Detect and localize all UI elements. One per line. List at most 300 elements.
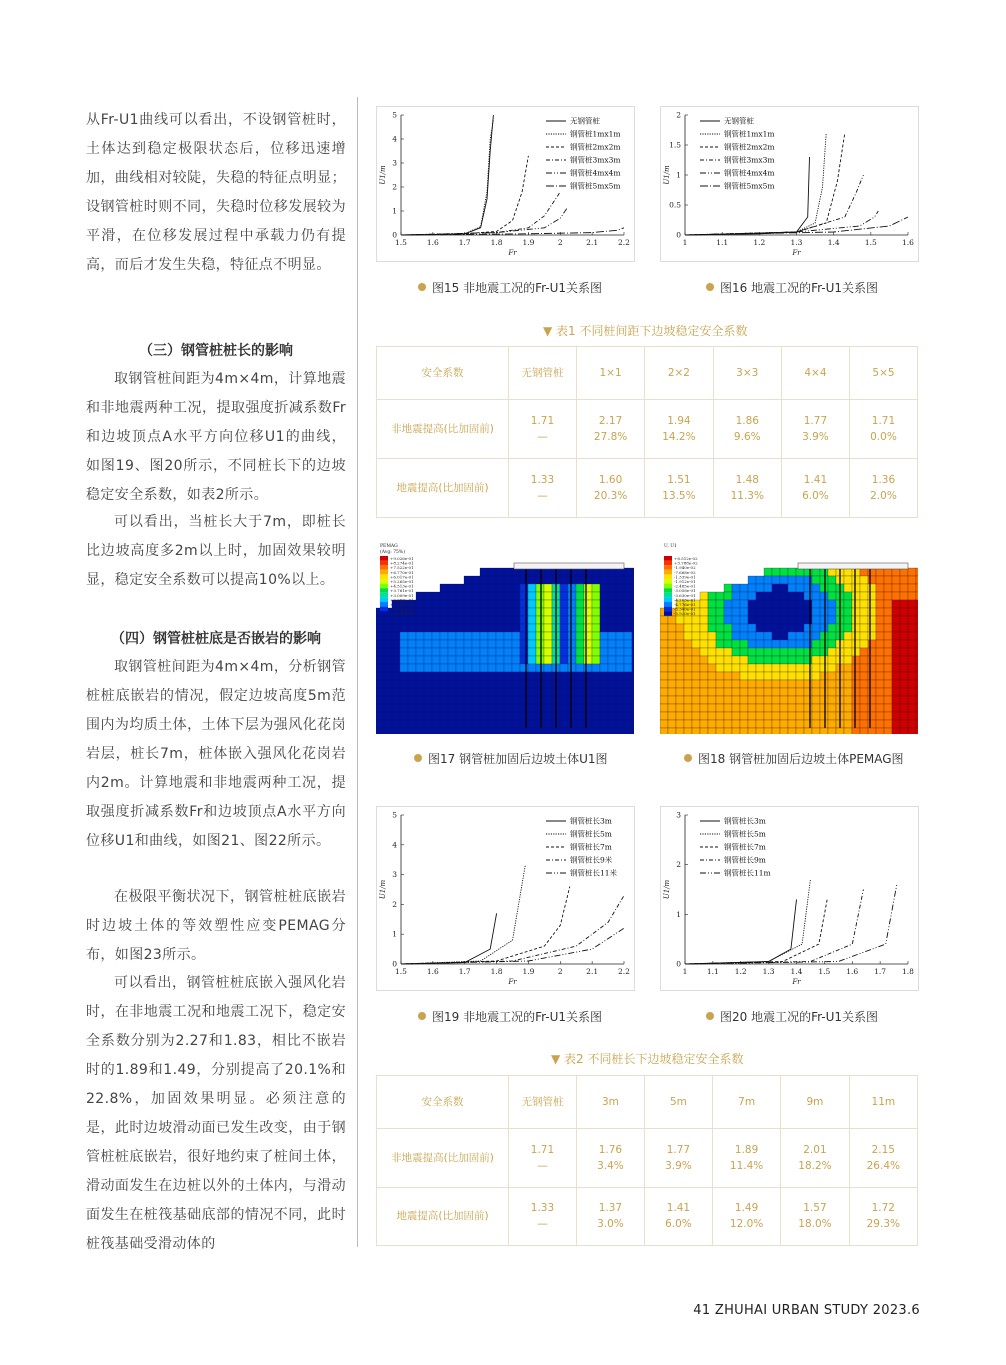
mesh-cell [684, 712, 692, 720]
mesh-cell [632, 696, 634, 704]
mesh-cell [820, 728, 828, 734]
mesh-cell [660, 720, 668, 728]
mesh-cell [708, 680, 716, 688]
mesh-cell [820, 600, 828, 608]
mesh-cell [456, 720, 464, 728]
legend-color [380, 597, 388, 602]
mesh-cell [844, 720, 852, 728]
mesh-cell [740, 624, 748, 632]
mesh-cell [876, 640, 884, 648]
mesh-cell [796, 592, 804, 600]
mesh-cell [700, 656, 708, 664]
mesh-cell [512, 656, 520, 664]
mesh-cell [884, 712, 892, 720]
mesh-cell [568, 688, 576, 696]
legend-color [664, 593, 672, 598]
mesh-cell [804, 640, 812, 648]
mesh-cell [408, 728, 416, 734]
mesh-cell [780, 640, 788, 648]
mesh-cell [608, 576, 616, 584]
x-tick-label: 1.6 [846, 967, 859, 976]
mesh-cell [796, 688, 804, 696]
mesh-cell [684, 632, 692, 640]
mesh-cell [772, 672, 780, 680]
mesh-cell [488, 616, 496, 624]
mesh-cell [740, 720, 748, 728]
mesh-cell [464, 720, 472, 728]
mesh-cell [464, 728, 472, 734]
mesh-cell [740, 672, 748, 680]
mesh-cell [496, 704, 504, 712]
mesh-cell [684, 648, 692, 656]
mesh-cell [544, 592, 552, 600]
mesh-cell [724, 640, 732, 648]
mesh-cell [692, 696, 700, 704]
mesh-cell [488, 600, 496, 608]
mesh-cell [456, 616, 464, 624]
mesh-cell [812, 680, 820, 688]
mesh-cell [440, 720, 448, 728]
mesh-cell [764, 584, 772, 592]
mesh-cell [708, 688, 716, 696]
mesh-cell [812, 728, 820, 734]
mesh-cell [836, 728, 844, 734]
mesh-cell [756, 576, 764, 584]
mesh-cell [884, 608, 892, 616]
mesh-cell [448, 616, 456, 624]
mesh-cell [480, 656, 488, 664]
mesh-cell [676, 640, 684, 648]
mesh-cell [504, 584, 512, 592]
mesh-cell [392, 640, 400, 648]
mesh-cell [456, 592, 464, 600]
mesh-cell [424, 640, 432, 648]
cell-improvement: — [537, 1218, 548, 1231]
mesh-cell [472, 680, 480, 688]
mesh-cell [684, 704, 692, 712]
mesh-cell [616, 608, 624, 616]
mesh-cell [624, 728, 632, 734]
mesh-cell [908, 704, 916, 712]
mesh-cell [440, 712, 448, 720]
mesh-cell [504, 600, 512, 608]
mesh-cell [528, 584, 536, 592]
table-cell [781, 400, 849, 459]
mesh-cell [608, 608, 616, 616]
table-header-cell: 无钢管桩 [509, 1076, 577, 1129]
mesh-cell [740, 600, 748, 608]
mesh-cell [456, 704, 464, 712]
mesh-cell [512, 696, 520, 704]
mesh-cell [536, 688, 544, 696]
y-tick-label: 3 [676, 810, 681, 820]
y-tick-label: 0 [392, 959, 397, 969]
mesh-cell [424, 608, 432, 616]
mesh-cell [820, 648, 828, 656]
mesh-cell [480, 568, 488, 576]
x-tick-label: 1 [682, 238, 688, 247]
x-axis-label: Fr [508, 978, 517, 986]
figure-15 [376, 106, 635, 262]
mesh-cell [376, 704, 384, 712]
mesh-cell [756, 632, 764, 640]
mesh-cell [676, 656, 684, 664]
mesh-cell [772, 624, 780, 632]
mesh-cell [724, 648, 732, 656]
mesh-cell [668, 632, 676, 640]
mesh-cell [616, 600, 624, 608]
mesh-cell [600, 632, 608, 640]
mesh-cell [740, 712, 748, 720]
table-cell [781, 1129, 849, 1188]
mesh-cell [440, 704, 448, 712]
fe-pemag-contour [376, 538, 634, 734]
table-cell [576, 1129, 644, 1188]
x-tick-label: 1.7 [874, 967, 887, 976]
mesh-cell [448, 696, 456, 704]
mesh-cell [900, 704, 908, 712]
mesh-cell [844, 696, 852, 704]
mesh-cell [424, 600, 432, 608]
mesh-cell [780, 568, 788, 576]
chart-fig20 [661, 807, 918, 990]
mesh-cell [504, 608, 512, 616]
y-tick-label: 2 [392, 182, 397, 192]
mesh-cell [684, 624, 692, 632]
series-line [685, 899, 797, 964]
mesh-cell [424, 648, 432, 656]
mesh-cell [504, 576, 512, 584]
mesh-cell [560, 624, 568, 632]
mesh-cell [852, 584, 860, 592]
mesh-cell [408, 656, 416, 664]
mesh-cell [488, 568, 496, 576]
mesh-cell [796, 656, 804, 664]
x-tick-label: 1.1 [706, 967, 719, 976]
mesh-cell [668, 680, 676, 688]
mesh-cell [732, 624, 740, 632]
mesh-cell [748, 664, 756, 672]
mesh-cell [844, 680, 852, 688]
mesh-cell [732, 704, 740, 712]
mesh-cell [732, 632, 740, 640]
mesh-cell [668, 648, 676, 656]
mesh-cell [844, 712, 852, 720]
mesh-cell [756, 664, 764, 672]
mesh-cell [868, 624, 876, 632]
mesh-cell [828, 600, 836, 608]
mesh-cell [820, 680, 828, 688]
mesh-cell [700, 720, 708, 728]
mesh-cell [376, 680, 384, 688]
mesh-cell [416, 616, 424, 624]
mesh-cell [884, 616, 892, 624]
mesh-cell [900, 592, 908, 600]
mesh-cell [576, 688, 584, 696]
mesh-cell [724, 656, 732, 664]
mesh-cell [568, 600, 576, 608]
mesh-cell [408, 720, 416, 728]
mesh-cell [676, 688, 684, 696]
mesh-cell [544, 696, 552, 704]
mesh-cell [568, 696, 576, 704]
mesh-cell [860, 728, 868, 734]
mesh-cell [748, 640, 756, 648]
mesh-cell [772, 680, 780, 688]
legend-label: 钢管桩长11m [724, 868, 771, 878]
y-tick-label: 0 [676, 230, 681, 240]
mesh-cell [384, 728, 392, 734]
mesh-cell [520, 624, 528, 632]
x-tick-label: 1 [682, 967, 688, 976]
table-1 [376, 346, 918, 518]
paragraph-pile-length: 取钢管桩间距为4m×4m，计算地震和非地震两种工况，提取强度折减系数Fr和边坡顶点A水平方向位移U1的曲线，如图19、图20所示，不同桩长下的边坡稳定安全系数，如表2所示。 [86, 371, 346, 503]
mesh-cell [560, 712, 568, 720]
mesh-cell [472, 600, 480, 608]
mesh-cell [576, 632, 584, 640]
mesh-cell [416, 720, 424, 728]
mesh-cell [748, 584, 756, 592]
mesh-cell [732, 640, 740, 648]
mesh-cell [812, 720, 820, 728]
mesh-cell [780, 704, 788, 712]
mesh-cell [852, 728, 860, 734]
mesh-cell [748, 576, 756, 584]
table-header-label: 安全系数 [377, 347, 509, 400]
mesh-cell [520, 576, 528, 584]
mesh-cell [480, 680, 488, 688]
mesh-cell [660, 624, 668, 632]
mesh-cell [900, 648, 908, 656]
mesh-cell [464, 712, 472, 720]
mesh-cell [716, 624, 724, 632]
mesh-cell [884, 648, 892, 656]
mesh-cell [512, 728, 520, 734]
mesh-cell [812, 632, 820, 640]
mesh-cell [416, 656, 424, 664]
mesh-cell [692, 672, 700, 680]
mesh-cell [892, 600, 900, 608]
mesh-cell [908, 696, 916, 704]
table-1-title: ▼ 表1 不同桩间距下边坡稳定安全系数 [543, 324, 748, 338]
cell-value: 1.41 [803, 474, 828, 486]
mesh-cell [584, 704, 592, 712]
mesh-cell [536, 584, 544, 592]
mesh-cell [860, 640, 868, 648]
legend-label: 钢管桩5mx5m [570, 181, 621, 191]
mesh-cell [520, 728, 528, 734]
mesh-cell [908, 632, 916, 640]
mesh-cell [512, 664, 520, 672]
mesh-cell [512, 608, 520, 616]
table-cell [781, 1187, 849, 1246]
mesh-cell [668, 624, 676, 632]
mesh-cell [432, 680, 440, 688]
mesh-cell [496, 696, 504, 704]
mesh-cell [844, 664, 852, 672]
mesh-cell [844, 688, 852, 696]
mesh-cell [568, 576, 576, 584]
cell-improvement: 3.9% [665, 1159, 692, 1172]
table-2-title: ▼ 表2 不同桩长下边坡稳定安全系数 [551, 1052, 744, 1066]
mesh-cell [732, 688, 740, 696]
table-cell [849, 400, 917, 459]
mesh-cell [608, 696, 616, 704]
legend-label: 钢管桩2mx2m [724, 142, 775, 152]
mesh-cell [772, 712, 780, 720]
mesh-cell [780, 576, 788, 584]
mesh-cell [496, 728, 504, 734]
mesh-cell [480, 688, 488, 696]
mesh-cell [416, 600, 424, 608]
mesh-cell [772, 648, 780, 656]
table-row-label: 地震提高(比加固前) [377, 459, 509, 518]
mesh-cell [512, 592, 520, 600]
mesh-cell [608, 616, 616, 624]
mesh-cell [424, 616, 432, 624]
y-axis-label: U1/m [663, 165, 671, 185]
mesh-cell [692, 720, 700, 728]
mesh-cell [488, 576, 496, 584]
table-row-label: 非地震提高(比加固前) [377, 1129, 509, 1188]
cell-improvement: 13.5% [662, 490, 696, 502]
mesh-cell [788, 728, 796, 734]
mesh-cell [916, 688, 918, 696]
mesh-cell [464, 600, 472, 608]
mesh-cell [440, 600, 448, 608]
mesh-cell [464, 696, 472, 704]
mesh-cell [400, 704, 408, 712]
legend-label: 钢管桩长11米 [570, 868, 618, 878]
mesh-cell [472, 712, 480, 720]
cell-improvement: 20.3% [593, 490, 628, 502]
mesh-cell [528, 728, 536, 734]
mesh-cell [560, 720, 568, 728]
mesh-cell [592, 608, 600, 616]
mesh-cell [700, 680, 708, 688]
cell-value: 2.15 [871, 1143, 895, 1156]
mesh-cell [796, 640, 804, 648]
mesh-cell [660, 672, 668, 680]
cell-improvement: 9.6% [733, 431, 761, 443]
mesh-cell [812, 640, 820, 648]
mesh-cell [480, 584, 488, 592]
mesh-cell [552, 728, 560, 734]
mesh-cell [376, 672, 384, 680]
mesh-cell [732, 720, 740, 728]
mesh-cell [384, 680, 392, 688]
mesh-cell [852, 720, 860, 728]
mesh-cell [528, 640, 536, 648]
mesh-cell [520, 616, 528, 624]
mesh-cell [708, 712, 716, 720]
mesh-cell [608, 624, 616, 632]
mesh-cell [844, 624, 852, 632]
mesh-cell [528, 600, 536, 608]
mesh-cell [480, 720, 488, 728]
mesh-cell [676, 624, 684, 632]
mesh-cell [440, 728, 448, 734]
mesh-cell [684, 728, 692, 734]
mesh-cell [464, 624, 472, 632]
mesh-cell [504, 728, 512, 734]
mesh-cell [772, 656, 780, 664]
mesh-cell [844, 616, 852, 624]
mesh-cell [624, 664, 632, 672]
mesh-cell [632, 616, 634, 624]
mesh-cell [408, 616, 416, 624]
mesh-cell [852, 640, 860, 648]
mesh-cell [568, 632, 576, 640]
mesh-cell [756, 616, 764, 624]
mesh-cell [860, 696, 868, 704]
mesh-cell [400, 728, 408, 734]
cell-value: 1.41 [666, 1202, 691, 1215]
mesh-cell [868, 632, 876, 640]
mesh-cell [756, 720, 764, 728]
mesh-cell [900, 664, 908, 672]
cell-improvement: 18.2% [798, 1159, 832, 1172]
mesh-cell [392, 632, 400, 640]
mesh-cell [684, 688, 692, 696]
y-tick-label: 5 [392, 810, 397, 820]
figure-17 [376, 538, 634, 734]
mesh-cell [756, 640, 764, 648]
mesh-cell [440, 696, 448, 704]
mesh-cell [616, 704, 624, 712]
mesh-cell [624, 568, 632, 576]
mesh-cell [820, 640, 828, 648]
mesh-cell [716, 680, 724, 688]
mesh-cell [764, 600, 772, 608]
mesh-cell [900, 720, 908, 728]
mesh-cell [576, 600, 584, 608]
mesh-cell [448, 672, 456, 680]
legend-title: (Avg: 75%) [380, 550, 405, 555]
mesh-cell [884, 624, 892, 632]
mesh-cell [584, 616, 592, 624]
mesh-cell [748, 680, 756, 688]
cell-improvement: 0.0% [870, 431, 897, 443]
mesh-cell [788, 616, 796, 624]
mesh-cell [488, 696, 496, 704]
mesh-cell [496, 592, 504, 600]
y-tick-label: 4 [392, 840, 397, 850]
legend-value: +8.512e-02 [674, 556, 698, 561]
mesh-cell [868, 648, 876, 656]
mesh-cell [616, 624, 624, 632]
y-tick-label: 1 [676, 170, 681, 180]
mesh-cell [764, 688, 772, 696]
mesh-cell [512, 584, 520, 592]
mesh-cell [456, 648, 464, 656]
mesh-cell [392, 720, 400, 728]
mesh-cell [520, 712, 528, 720]
mesh-cell [520, 704, 528, 712]
mesh-cell [488, 664, 496, 672]
mesh-cell [804, 720, 812, 728]
mesh-cell [860, 576, 868, 584]
mesh-cell [384, 624, 392, 632]
x-tick-label: 2.2 [618, 967, 630, 976]
mesh-cell [576, 672, 584, 680]
x-tick-label: 1.7 [458, 238, 471, 247]
mesh-cell [592, 640, 600, 648]
mesh-cell [584, 608, 592, 616]
series-line [685, 885, 897, 965]
mesh-cell [748, 632, 756, 640]
legend-title: PEMAG [380, 544, 398, 549]
